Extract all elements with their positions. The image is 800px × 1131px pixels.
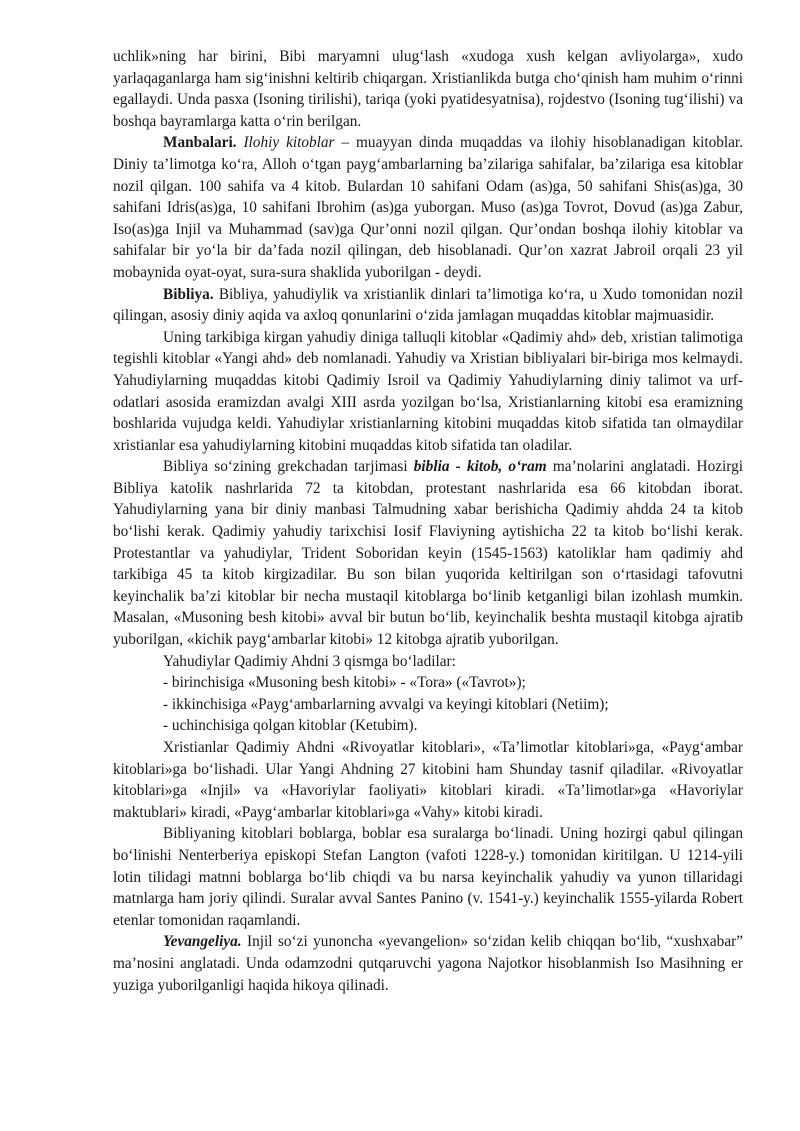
paragraph-manbalari (113, 132, 743, 283)
paragraph-text: Uning tarkibiga kirgan yahudiy diniga talluqli kitoblar «Qadimiy ahd» deb, xristian talimotiga tegishli kitoblar «Yangi ahd» deb nomlanadi. Yahudiy va Xristian bibliyalari bir-biriga mos kelmaydi. Yahudiylarning muqaddas kitobi Qadimiy Isroil va Qadimiy Yahudiylarning diniy talimot va urf-odatlari asosida eramizdan avalgi XIII asrda yozilgan bo‘lsa, Xristianlarning kitobi esa eramizning boshlarida vujudga keldi. Yahudiylar xristianlarning kitobini muqaddas kitob sifatida tan olmaydilar xristianlar esa yahudiylarning kitobini muqaddas kitob sifatida tan oladilar. (113, 328, 743, 454)
paragraph-boblar (113, 823, 743, 931)
document-page (113, 46, 743, 996)
paragraph-ahd (113, 327, 743, 457)
list-item-text: - birinchisiga «Musoning besh kitobi» - «Tora» («Tavrot»); (163, 674, 526, 692)
paragraph-text: Bibliyaning kitoblari boblarga, boblar esa suralarga bo‘linadi. Uning hozirgi qabul qilingan bo‘linishi Nenterberiya episkopi Stefan Langton (vafoti 1228-y.) tomonidan kiritilgan. U 1214-yili lotin tilidagi matnni boblarga bo‘lib chiqdi va bu narsa keyinchalik yahudiy va yunon tillaridagi matnlarga ham joriy qilindi. Suralar avval Santes Panino (v. 1541-y.) keyinchalik 1555-yilarda Robert etenlar tomonidan raqamlandi. (113, 825, 743, 929)
paragraph-text: Bibliya, yahudiylik va xristianlik dinlari ta’limotiga ko‘ra, u Xudo tomonidan nozil qilingan, asosiy diniy aqida va axloq qonunlarini o‘zida jamlagan muqaddas kitoblar majmuasidir. (113, 285, 743, 325)
paragraph-text: Xristianlar Qadimiy Ahdni «Rivoyatlar kitoblari», «Ta’limotlar kitoblari»ga, «Payg‘ambar kitoblari»ga bo‘lishadi. Ular Yangi Ahdning 27 kitobini ham Shunday tasnif qiladilar. «Rivoyatlar kitoblari»ga «Injil» va «Havoriylar faoliyati» kitoblari kiradi. «Ta’limotlar»ga «Havoriylar maktublari» kiradi, «Payg‘ambarlar kitoblari»ga «Vahy» kitobi kiradi. (113, 739, 743, 821)
paragraph-text: uchlik»ning har birini, Bibi maryamni ulug‘lash «xudoga xush kelgan avliyolarga», xudo yarlaqaganlarga ham sig‘inishni keltirib chiqargan. Xristianlikda butga cho‘qinish ham muhim o‘rinni egallaydi. Unda pasxa (Isoning tirilishi), tariqa (yoki pyatidesyatnisa), rojdestvo (Isoning tug‘ilishi) va boshqa bayramlarga katta o‘rin berilgan. (113, 48, 743, 130)
paragraph-text: ma’nolarini anglatadi. Hozirgi Bibliya katolik nashrlarida 72 ta kitobdan, protestant nashrlarida esa 66 kitobdan iborat. Yahudiylarning yana bir diniy manbasi Talmudning xabar berishicha Qadimiy ahdda 24 ta kitob bo‘lishi kerak. Qadimiy yahudiy tarixchisi Iosif Flaviyning aytishicha 22 ta kitob bo‘lishi kerak. Protestantlar va yahudiylar, Trident Soboridan keyin (1545-1563) katoliklar ham qadimiy ahd tarkibiga 45 ta kitob kirgizadilar. Bu son bilan yuqorida keltirilgan son o‘rtasidagi tafovutni keyinchalik ba’zi kitoblar bir necha mustaqil kitoblarga bo‘linib ketganligi bilan izohlash mumkin. Masalan, «Musoning besh kitobi» avval bir butun bo‘lib, keyinchalik beshta mustaqil kitobga ajratib yuborilgan, «kichik payg‘ambarlar kitobi» 12 kitobga ajratib yuborilgan. (113, 458, 743, 649)
list-item (113, 715, 743, 737)
section-heading-bibliya: Bibliya. (163, 285, 214, 303)
term-ilohiy-kitoblar: Ilohiy kitoblar (243, 134, 335, 152)
paragraph-text: – muayyan dinda muqaddas va ilohiy hisoblanadigan kitoblar. Diniy ta’limotga ko‘ra, Alloh o‘tgan payg‘ambarlarning ba’zilariga sahifalar, ba’zilariga esa kitoblar nozil qilgan. 100 sahifa va 4 kitob. Bulardan 10 sahifani Odam (as)ga, 50 sahifani Shis(as)ga, 30 sahifani Idris(as)ga, 10 sahifani Ibrohim (as)ga yuborgan. Muso (as)ga Tovrot, Dovud (as)ga Zabur, Iso(as)ga Injil va Muhammad (sav)ga Qur’onni nozil qilgan. Qur’ondan boshqa ilohiy kitoblar va sahifalar bir yo‘la bir da’fada nozil qilingan, deb hisoblanadi. Qur’on xazrat Jabroil orqali 23 yil mobaynida oyat-oyat, sura-sura shaklida yuborilgan - deydi. (113, 134, 744, 281)
paragraph-text-pre: Bibliya so‘zining grekchadan tarjimasi (163, 458, 414, 476)
list-item-text: - uchinchisiga qolgan kitoblar (Ketubim). (163, 717, 418, 735)
paragraph-text: Yahudiylar Qadimiy Ahdni 3 qismga bo‘ladilar: (163, 652, 456, 670)
paragraph-text: Injil so‘zi yunoncha «yevangelion» so‘zidan kelib chiqqan bo‘lib, “xushxabar” ma’nosini anglatadi. Unda odamzodni qutqaruvchi yagona Najotkor hisoblanmish Iso Masihning er yuziga yuborilganligi haqida hikoya qilinadi. (113, 933, 743, 994)
paragraph-intro (113, 46, 743, 132)
list-item-text: - ikkinchisiga «Payg‘ambarlarning avvalgi va keyingi kitoblari (Netiim); (163, 695, 609, 713)
term-biblia: biblia - kitob, o‘ram (413, 458, 547, 476)
section-heading-manbalari: Manbalari. (163, 134, 237, 152)
paragraph-tarjima (113, 456, 743, 650)
section-heading-yevangeliya: Yevangeliya. (163, 933, 242, 951)
paragraph-bibliya (113, 284, 743, 327)
paragraph-yevangeliya (113, 931, 743, 996)
paragraph-xristianlar (113, 737, 743, 823)
list-item (113, 694, 743, 716)
paragraph-qismlar (113, 651, 743, 673)
list-item (113, 672, 743, 694)
